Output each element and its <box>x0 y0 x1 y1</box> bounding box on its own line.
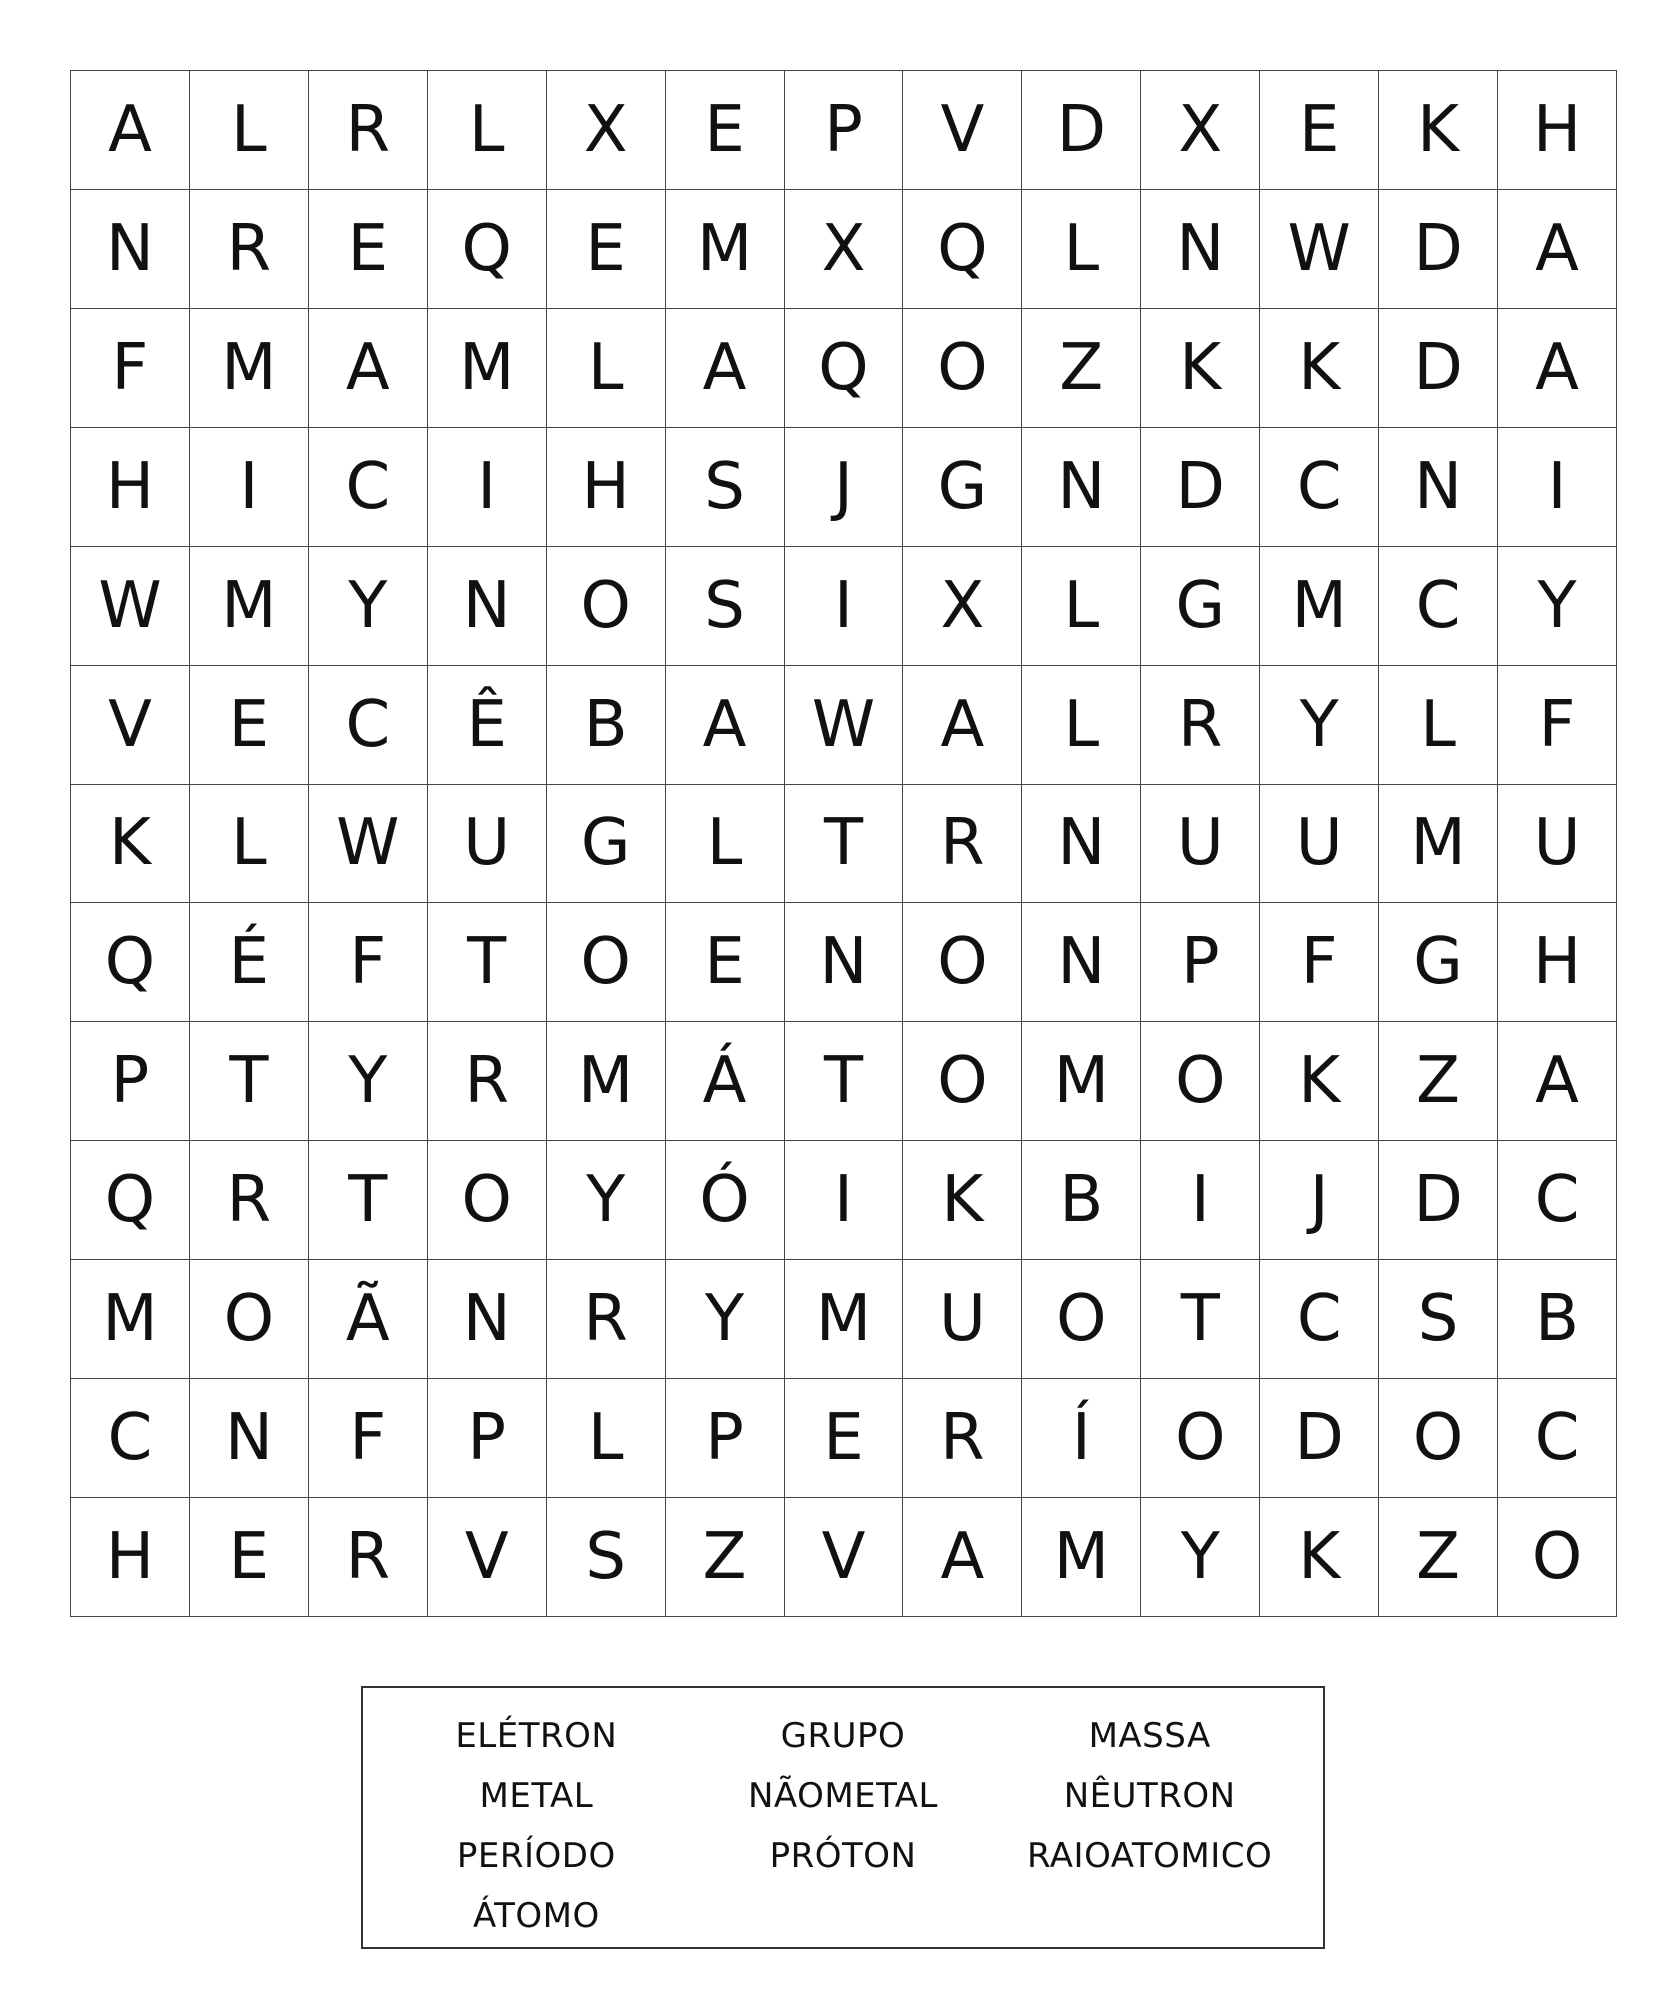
grid-cell[interactable]: O <box>903 309 1022 428</box>
grid-cell[interactable]: R <box>309 71 428 190</box>
grid-cell[interactable]: Z <box>1022 309 1141 428</box>
grid-cell[interactable]: T <box>309 1141 428 1260</box>
word-search-grid <box>70 70 1617 1617</box>
word-bank-item: GRUPO <box>780 1716 906 1756</box>
grid-cell[interactable]: O <box>1022 1260 1141 1379</box>
grid-cell[interactable]: E <box>1260 71 1379 190</box>
grid-cell[interactable]: M <box>785 1260 904 1379</box>
grid-cell[interactable]: E <box>190 1498 309 1617</box>
grid-cell[interactable]: P <box>71 1022 190 1141</box>
grid-cell[interactable]: O <box>547 903 666 1022</box>
grid-cell[interactable]: V <box>71 666 190 785</box>
grid-cell[interactable]: Y <box>309 1022 428 1141</box>
grid-cell[interactable]: E <box>666 71 785 190</box>
grid-cell[interactable]: D <box>1260 1379 1379 1498</box>
grid-cell[interactable]: Q <box>71 1141 190 1260</box>
grid-cell[interactable]: F <box>309 903 428 1022</box>
grid-cell[interactable]: L <box>1022 666 1141 785</box>
grid-cell[interactable]: C <box>1260 1260 1379 1379</box>
grid-cell[interactable]: D <box>1379 309 1498 428</box>
word-bank-item: METAL <box>479 1776 594 1816</box>
grid-cell[interactable]: S <box>1379 1260 1498 1379</box>
grid-cell[interactable]: D <box>1379 190 1498 309</box>
grid-cell[interactable]: K <box>71 785 190 904</box>
grid-cell[interactable]: L <box>1022 190 1141 309</box>
grid-cell[interactable]: M <box>1022 1022 1141 1141</box>
grid-cell[interactable]: O <box>1379 1379 1498 1498</box>
grid-cell[interactable]: P <box>666 1379 785 1498</box>
grid-cell[interactable]: K <box>1260 1498 1379 1617</box>
grid-cell[interactable]: L <box>1379 666 1498 785</box>
grid-cell[interactable]: N <box>71 190 190 309</box>
grid-cell[interactable]: Z <box>666 1498 785 1617</box>
grid-cell[interactable]: V <box>428 1498 547 1617</box>
word-bank-item: RAIOATOMICO <box>1027 1836 1273 1876</box>
grid-cell[interactable]: U <box>1498 785 1617 904</box>
grid-cell[interactable]: T <box>785 785 904 904</box>
grid-cell[interactable]: C <box>309 428 428 547</box>
grid-cell[interactable]: M <box>190 309 309 428</box>
grid-cell[interactable]: R <box>903 1379 1022 1498</box>
grid-cell[interactable]: N <box>1022 903 1141 1022</box>
grid-cell[interactable]: C <box>309 666 428 785</box>
grid-cell[interactable]: O <box>903 1022 1022 1141</box>
grid-cell[interactable]: N <box>428 1260 547 1379</box>
grid-cell[interactable]: C <box>71 1379 190 1498</box>
grid-cell[interactable]: Y <box>666 1260 785 1379</box>
grid-cell[interactable]: G <box>1141 547 1260 666</box>
word-bank-item: ELÉTRON <box>455 1716 618 1756</box>
grid-cell[interactable]: U <box>903 1260 1022 1379</box>
grid-cell[interactable]: Q <box>71 903 190 1022</box>
grid-cell[interactable]: F <box>1260 903 1379 1022</box>
grid-cell[interactable]: M <box>428 309 547 428</box>
grid-cell[interactable]: W <box>309 785 428 904</box>
grid-cell[interactable]: H <box>1498 71 1617 190</box>
grid-cell[interactable]: O <box>1141 1022 1260 1141</box>
grid-cell[interactable]: Q <box>428 190 547 309</box>
grid-cell[interactable]: U <box>428 785 547 904</box>
grid-cell[interactable]: I <box>1498 428 1617 547</box>
grid-cell[interactable]: W <box>71 547 190 666</box>
grid-cell[interactable]: A <box>1498 1022 1617 1141</box>
grid-cell[interactable]: Y <box>309 547 428 666</box>
grid-cell[interactable]: N <box>1022 785 1141 904</box>
grid-cell[interactable]: P <box>785 71 904 190</box>
grid-cell[interactable]: M <box>1260 547 1379 666</box>
grid-cell[interactable]: C <box>1498 1141 1617 1260</box>
grid-cell[interactable]: V <box>785 1498 904 1617</box>
grid-cell[interactable]: G <box>547 785 666 904</box>
grid-cell[interactable]: C <box>1498 1379 1617 1498</box>
grid-cell[interactable]: V <box>903 71 1022 190</box>
grid-cell[interactable]: M <box>71 1260 190 1379</box>
grid-cell[interactable]: T <box>190 1022 309 1141</box>
grid-cell[interactable]: A <box>71 71 190 190</box>
grid-cell[interactable]: I <box>1141 1141 1260 1260</box>
grid-cell[interactable]: E <box>190 666 309 785</box>
grid-cell[interactable]: T <box>1141 1260 1260 1379</box>
grid-cell[interactable]: K <box>1260 1022 1379 1141</box>
grid-cell[interactable]: B <box>1498 1260 1617 1379</box>
grid-cell[interactable]: O <box>428 1141 547 1260</box>
grid-cell[interactable]: R <box>190 1141 309 1260</box>
grid-cell[interactable]: D <box>1022 71 1141 190</box>
grid-cell[interactable]: E <box>309 190 428 309</box>
word-bank-item: NÊUTRON <box>1063 1776 1236 1816</box>
grid-cell[interactable]: É <box>190 903 309 1022</box>
grid-cell[interactable]: H <box>71 428 190 547</box>
word-bank-item: PRÓTON <box>769 1836 917 1876</box>
grid-cell[interactable]: A <box>1498 309 1617 428</box>
grid-cell[interactable]: Q <box>903 190 1022 309</box>
grid-cell[interactable]: U <box>1141 785 1260 904</box>
grid-cell[interactable]: Y <box>547 1141 666 1260</box>
word-bank-item: PERÍODO <box>456 1836 616 1876</box>
grid-cell[interactable]: D <box>1379 1141 1498 1260</box>
grid-cell[interactable]: S <box>547 1498 666 1617</box>
grid-cell[interactable]: R <box>547 1260 666 1379</box>
grid-cell[interactable]: P <box>428 1379 547 1498</box>
grid-cell[interactable]: A <box>903 1498 1022 1617</box>
grid-cell[interactable]: L <box>547 1379 666 1498</box>
grid-cell[interactable]: F <box>1498 666 1617 785</box>
grid-cell[interactable]: B <box>1022 1141 1141 1260</box>
grid-cell[interactable]: R <box>428 1022 547 1141</box>
grid-cell[interactable]: A <box>1498 190 1617 309</box>
grid-cell[interactable]: Á <box>666 1022 785 1141</box>
grid-cell[interactable]: Z <box>1379 1022 1498 1141</box>
grid-cell[interactable]: B <box>547 666 666 785</box>
grid-cell[interactable]: E <box>785 1379 904 1498</box>
grid-cell[interactable]: K <box>1379 71 1498 190</box>
grid-cell[interactable]: W <box>1260 190 1379 309</box>
grid-cell[interactable]: N <box>785 903 904 1022</box>
grid-cell[interactable]: K <box>1260 309 1379 428</box>
grid-cell[interactable]: C <box>1379 547 1498 666</box>
grid-cell[interactable]: U <box>1260 785 1379 904</box>
grid-cell[interactable]: Y <box>1141 1498 1260 1617</box>
word-bank-item: NÃOMETAL <box>747 1776 938 1816</box>
grid-cell[interactable]: S <box>666 547 785 666</box>
word-bank <box>361 1686 1325 1949</box>
grid-cell[interactable]: X <box>903 547 1022 666</box>
grid-cell[interactable]: C <box>1260 428 1379 547</box>
grid-cell[interactable]: L <box>547 309 666 428</box>
grid-cell[interactable]: P <box>1141 903 1260 1022</box>
grid-cell[interactable]: O <box>1498 1498 1617 1617</box>
grid-cell[interactable]: F <box>309 1379 428 1498</box>
grid-cell[interactable]: M <box>190 547 309 666</box>
grid-cell[interactable]: M <box>666 190 785 309</box>
grid-cell[interactable]: Ó <box>666 1141 785 1260</box>
grid-cell[interactable]: L <box>190 785 309 904</box>
grid-cell[interactable]: O <box>903 903 1022 1022</box>
grid-cell[interactable]: W <box>785 666 904 785</box>
grid-cell[interactable]: J <box>785 428 904 547</box>
grid-cell[interactable]: T <box>785 1022 904 1141</box>
grid-cell[interactable]: Y <box>1260 666 1379 785</box>
grid-cell[interactable]: A <box>309 309 428 428</box>
grid-cell[interactable]: G <box>1379 903 1498 1022</box>
grid-cell[interactable]: I <box>785 547 904 666</box>
grid-cell[interactable]: N <box>1141 190 1260 309</box>
grid-cell[interactable]: H <box>71 1498 190 1617</box>
grid-cell[interactable]: R <box>309 1498 428 1617</box>
grid-cell[interactable]: N <box>1379 428 1498 547</box>
grid-cell[interactable]: G <box>903 428 1022 547</box>
grid-cell[interactable]: I <box>190 428 309 547</box>
grid-cell[interactable]: X <box>1141 71 1260 190</box>
grid-cell[interactable]: Í <box>1022 1379 1141 1498</box>
grid-cell[interactable]: R <box>903 785 1022 904</box>
grid-cell[interactable]: Q <box>785 309 904 428</box>
grid-cell[interactable]: A <box>666 309 785 428</box>
grid-cell[interactable]: L <box>1022 547 1141 666</box>
grid-cell[interactable]: F <box>71 309 190 428</box>
grid-cell[interactable]: J <box>1260 1141 1379 1260</box>
grid-cell[interactable]: Y <box>1498 547 1617 666</box>
grid-cell[interactable]: E <box>666 903 785 1022</box>
grid-cell[interactable]: N <box>428 547 547 666</box>
grid-cell[interactable]: H <box>547 428 666 547</box>
grid-cell[interactable]: A <box>903 666 1022 785</box>
grid-cell[interactable]: D <box>1141 428 1260 547</box>
grid-cell[interactable]: X <box>547 71 666 190</box>
grid-cell[interactable]: R <box>190 190 309 309</box>
grid-cell[interactable]: I <box>785 1141 904 1260</box>
grid-cell[interactable]: S <box>666 428 785 547</box>
grid-cell[interactable]: K <box>1141 309 1260 428</box>
grid-cell[interactable]: M <box>1379 785 1498 904</box>
grid-cell[interactable]: Ê <box>428 666 547 785</box>
word-bank-item: ÁTOMO <box>472 1896 600 1936</box>
grid-cell[interactable]: M <box>1022 1498 1141 1617</box>
grid-cell[interactable]: E <box>547 190 666 309</box>
grid-cell[interactable]: L <box>666 785 785 904</box>
grid-cell[interactable]: H <box>1498 903 1617 1022</box>
grid-cell[interactable]: N <box>190 1379 309 1498</box>
grid-cell[interactable]: Z <box>1379 1498 1498 1617</box>
grid-cell[interactable]: O <box>1141 1379 1260 1498</box>
grid-cell[interactable]: O <box>190 1260 309 1379</box>
grid-cell[interactable]: O <box>547 547 666 666</box>
grid-cell[interactable]: Ã <box>309 1260 428 1379</box>
grid-cell[interactable]: R <box>1141 666 1260 785</box>
word-bank-item: MASSA <box>1088 1716 1211 1756</box>
grid-cell[interactable]: L <box>190 71 309 190</box>
grid-cell[interactable]: A <box>666 666 785 785</box>
grid-cell[interactable]: N <box>1022 428 1141 547</box>
grid-cell[interactable]: X <box>785 190 904 309</box>
grid-cell[interactable]: I <box>428 428 547 547</box>
grid-cell[interactable]: K <box>903 1141 1022 1260</box>
grid-cell[interactable]: T <box>428 903 547 1022</box>
grid-cell[interactable]: M <box>547 1022 666 1141</box>
grid-cell[interactable]: L <box>428 71 547 190</box>
